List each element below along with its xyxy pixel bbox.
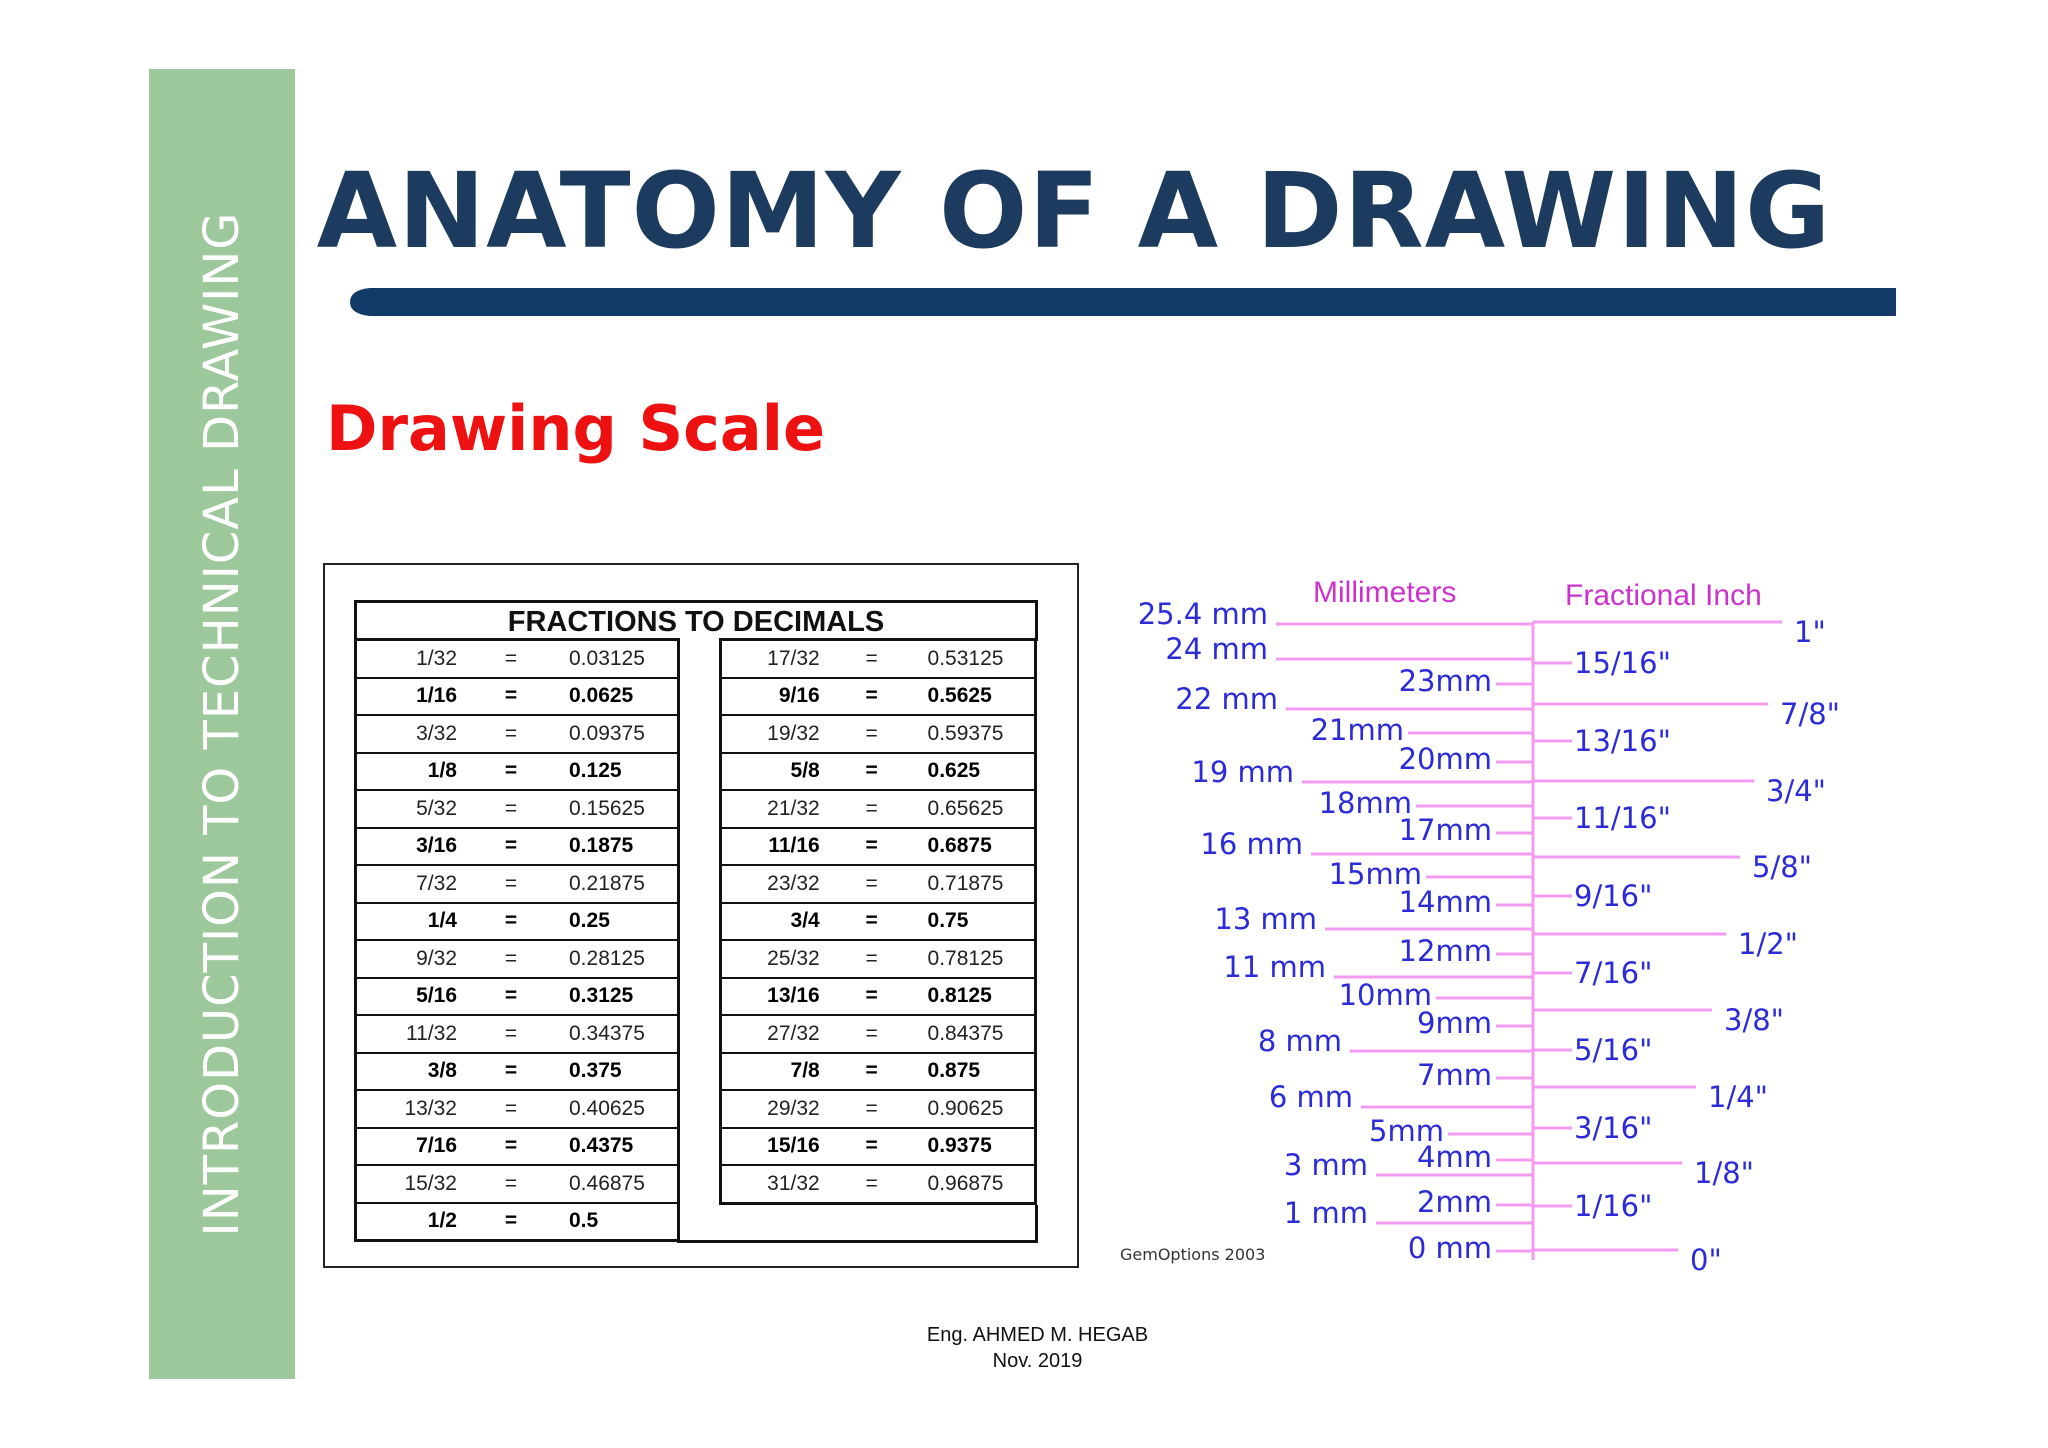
table-row [356,940,679,978]
equals-cell: = [461,828,561,866]
inch-major-label: 5/8" [1752,850,1813,884]
table-row [356,1015,679,1053]
table-row [356,1053,679,1091]
fraction-cell: 11/16 [721,828,824,866]
inch-major-label: 3/8" [1724,1003,1785,1037]
decimal-cell: 0.5625 [920,678,1036,716]
fraction-cell: 1/8 [356,753,462,791]
equals-cell: = [824,828,920,866]
table-row [356,678,679,716]
equals-cell: = [824,753,920,791]
fraction-cell: 5/16 [356,978,462,1016]
table-row [356,715,679,753]
fraction-cell: 1/4 [356,903,462,941]
fraction-cell: 11/32 [356,1015,462,1053]
fraction-cell: 27/32 [721,1015,824,1053]
decimal-cell: 0.1875 [561,828,679,866]
table-row [721,715,1036,753]
decimal-cell: 0.625 [920,753,1036,791]
equals-cell: = [824,1053,920,1091]
equals-cell: = [824,1015,920,1053]
equals-cell: = [461,678,561,716]
fraction-cell: 7/8 [721,1053,824,1091]
table-row [356,1203,679,1241]
fraction-cell: 13/32 [356,1090,462,1128]
mm-major-label: 1 mm [1283,1196,1368,1230]
table-row [721,865,1036,903]
table-row [721,678,1036,716]
fraction-cell: 1/32 [356,640,462,678]
equals-cell: = [824,790,920,828]
table-row [356,1090,679,1128]
equals-cell: = [461,1165,561,1203]
inch-minor-label: 11/16" [1574,801,1671,835]
decimal-cell: 0.09375 [561,715,679,753]
equals-cell: = [824,640,920,678]
decimal-cell: 0.46875 [561,1165,679,1203]
decimal-cell: 0.65625 [920,790,1036,828]
decimal-cell: 0.0625 [561,678,679,716]
fraction-cell: 17/32 [721,640,824,678]
table-row [721,790,1036,828]
fractions-table-left [354,638,680,1242]
fraction-cell: 19/32 [721,715,824,753]
equals-cell: = [461,753,561,791]
mm-minor-label: 14mm [1398,885,1492,919]
fraction-cell: 31/32 [721,1165,824,1203]
fractions-table-title: FRACTIONS TO DECIMALS [354,600,1038,641]
table-row [721,940,1036,978]
equals-cell: = [461,1053,561,1091]
table-row [721,1015,1036,1053]
equals-cell: = [824,865,920,903]
equals-cell: = [461,865,561,903]
equals-cell: = [824,678,920,716]
decimal-cell: 0.3125 [561,978,679,1016]
inch-major-label: 1" [1794,615,1826,649]
fractions-table-right [719,638,1037,1205]
equals-cell: = [824,1128,920,1166]
inch-minor-label: 3/16" [1574,1111,1653,1145]
fraction-cell: 23/32 [721,865,824,903]
equals-cell: = [461,790,561,828]
fraction-cell: 29/32 [721,1090,824,1128]
inch-major-label: 7/8" [1780,697,1841,731]
equals-cell: = [461,940,561,978]
slide-title: ANATOMY OF A DRAWING [316,150,1832,272]
decimal-cell: 0.6875 [920,828,1036,866]
mm-major-label: 6 mm [1268,1080,1353,1114]
fraction-cell: 1/2 [356,1203,462,1241]
course-label: INTRODUCTION TO TECHNICAL DRAWING [194,211,250,1237]
decimal-cell: 0.21875 [561,865,679,903]
fraction-cell: 21/32 [721,790,824,828]
decimal-cell: 0.8125 [920,978,1036,1016]
fraction-cell: 9/16 [721,678,824,716]
equals-cell: = [824,940,920,978]
chart-credit: GemOptions 2003 [1120,1245,1266,1264]
decimal-cell: 0.03125 [561,640,679,678]
mm-minor-label: 7mm [1417,1058,1492,1092]
fraction-cell: 13/16 [721,978,824,1016]
fraction-cell: 3/32 [356,715,462,753]
table-row [721,753,1036,791]
decimal-cell: 0.5 [561,1203,679,1241]
equals-cell: = [461,978,561,1016]
fraction-cell: 1/16 [356,678,462,716]
equals-cell: = [824,1165,920,1203]
table-row [721,1128,1036,1166]
inch-minor-label: 15/16" [1574,646,1671,680]
table-row [356,640,679,678]
table-row [721,1090,1036,1128]
equals-cell: = [461,1015,561,1053]
mm-major-label: 16 mm [1200,827,1303,861]
table-row [721,978,1036,1016]
mm-minor-label: 21mm [1310,713,1404,747]
fraction-cell: 7/32 [356,865,462,903]
mm-minor-label: 20mm [1398,742,1492,776]
decimal-cell: 0.125 [561,753,679,791]
fraction-cell: 3/16 [356,828,462,866]
equals-cell: = [824,903,920,941]
table-row [356,1128,679,1166]
inch-minor-label: 7/16" [1574,956,1653,990]
decimal-cell: 0.90625 [920,1090,1036,1128]
mm-major-label: 25.4 mm [1137,597,1268,631]
decimal-cell: 0.71875 [920,865,1036,903]
table-row [356,753,679,791]
mm-minor-label: 4mm [1417,1140,1492,1174]
inch-minor-label: 13/16" [1574,724,1671,758]
table-row [356,865,679,903]
title-underline-bar [350,286,1900,320]
table-row [356,903,679,941]
fraction-cell: 9/32 [356,940,462,978]
decimal-cell: 0.84375 [920,1015,1036,1053]
decimal-cell: 0.34375 [561,1015,679,1053]
decimal-cell: 0.96875 [920,1165,1036,1203]
decimal-cell: 0.875 [920,1053,1036,1091]
inch-minor-label: 5/16" [1574,1033,1653,1067]
decimal-cell: 0.78125 [920,940,1036,978]
table-row [721,828,1036,866]
fraction-cell: 15/32 [356,1165,462,1203]
equals-cell: = [461,640,561,678]
fraction-cell: 5/32 [356,790,462,828]
fraction-cell: 3/8 [356,1053,462,1091]
inch-major-label: 0" [1690,1243,1722,1277]
mm-minor-label: 18mm [1318,786,1412,820]
mm-minor-label: 12mm [1398,934,1492,968]
mm-minor-label: 9mm [1417,1006,1492,1040]
table-row [721,903,1036,941]
inch-major-label: 3/4" [1766,774,1827,808]
decimal-cell: 0.15625 [561,790,679,828]
decimal-cell: 0.53125 [920,640,1036,678]
mm-major-label: 22 mm [1175,682,1278,716]
footer-date: Nov. 2019 [992,1350,1083,1372]
mm-minor-label: 10mm [1338,978,1432,1012]
inch-major-label: 1/4" [1708,1080,1769,1114]
decimal-cell: 0.375 [561,1053,679,1091]
inch-major-label: 1/8" [1694,1156,1755,1190]
table-row [356,978,679,1016]
footer-author: Eng. AHMED M. HEGAB [926,1324,1149,1346]
equals-cell: = [461,1090,561,1128]
fraction-cell: 3/4 [721,903,824,941]
equals-cell: = [824,715,920,753]
fractional-inch-heading: Fractional Inch [1565,579,1762,612]
decimal-cell: 0.75 [920,903,1036,941]
mm-major-label: 11 mm [1223,950,1326,984]
mm-minor-label: 0 mm [1407,1231,1492,1265]
decimal-cell: 0.28125 [561,940,679,978]
inch-minor-label: 1/16" [1574,1189,1653,1223]
fraction-cell: 15/16 [721,1128,824,1166]
decimal-cell: 0.9375 [920,1128,1036,1166]
fraction-cell: 5/8 [721,753,824,791]
inch-minor-label: 9/16" [1574,879,1653,913]
table-right-rule [1035,1205,1038,1243]
mm-minor-label: 23mm [1398,664,1492,698]
table-bottom-rule [677,1240,1038,1243]
decimal-cell: 0.40625 [561,1090,679,1128]
millimeters-heading: Millimeters [1313,576,1457,609]
decimal-cell: 0.25 [561,903,679,941]
mm-inch-scale-chart [1100,560,1880,1280]
equals-cell: = [461,715,561,753]
decimal-cell: 0.59375 [920,715,1036,753]
table-row [721,640,1036,678]
section-subtitle: Drawing Scale [326,392,826,465]
mm-major-label: 24 mm [1165,632,1268,666]
table-row [721,1165,1036,1203]
decimal-cell: 0.4375 [561,1128,679,1166]
table-row [356,828,679,866]
fraction-cell: 7/16 [356,1128,462,1166]
equals-cell: = [461,1128,561,1166]
fraction-cell: 25/32 [721,940,824,978]
mm-major-label: 19 mm [1191,755,1294,789]
mm-minor-label: 5mm [1369,1114,1444,1148]
mm-major-label: 8 mm [1257,1024,1342,1058]
table-row [721,1053,1036,1091]
mm-minor-label: 2mm [1417,1185,1492,1219]
table-row [356,1165,679,1203]
equals-cell: = [824,1090,920,1128]
mm-minor-label: 15mm [1328,857,1422,891]
mm-minor-label: 17mm [1398,813,1492,847]
mm-major-label: 13 mm [1214,902,1317,936]
inch-major-label: 1/2" [1738,927,1799,961]
table-row [356,790,679,828]
equals-cell: = [461,1203,561,1241]
equals-cell: = [461,903,561,941]
mm-major-label: 3 mm [1283,1148,1368,1182]
equals-cell: = [824,978,920,1016]
